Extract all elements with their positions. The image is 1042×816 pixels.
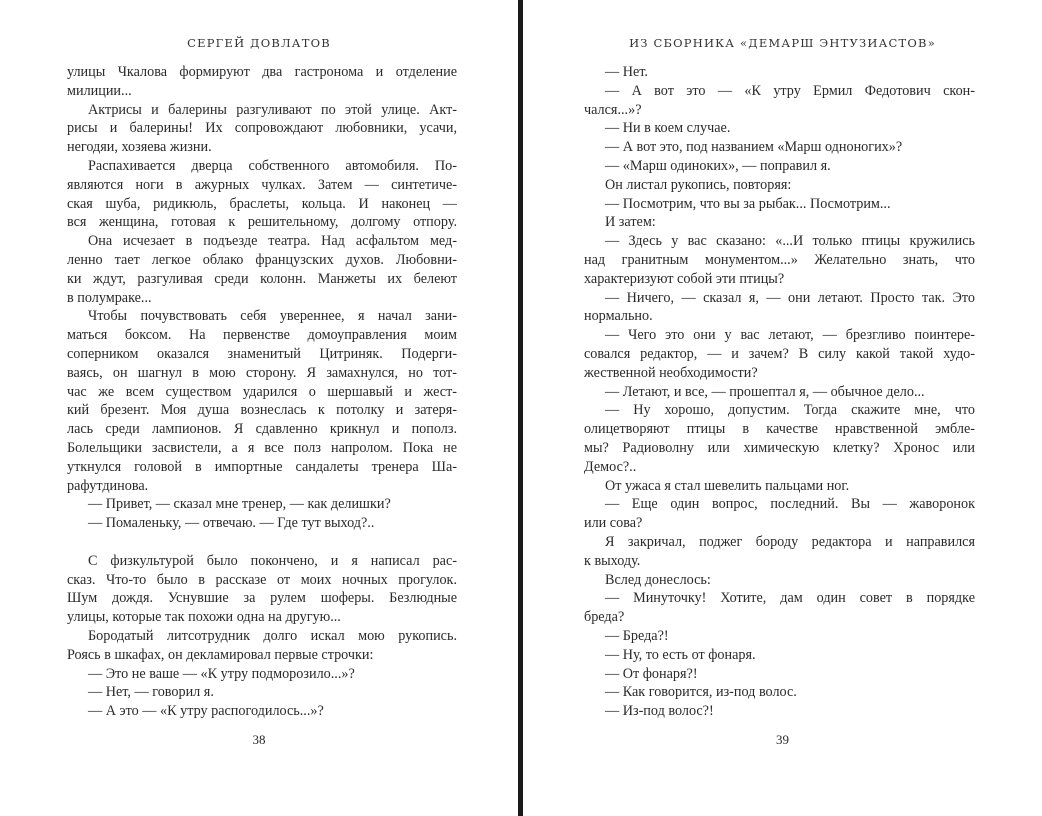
text-line: — «Марш одиноких», — поправил я. [605, 157, 831, 174]
text-line: — Минуточку! Хотите, дам один совет в порядке [605, 590, 975, 607]
text-line: являются ноги в ажурных чулках. Затем — синтетиче- [67, 176, 457, 193]
page-number-right: 39 [776, 732, 789, 747]
text-line: улицы, которые так похожи одна на другую... [67, 609, 341, 626]
text-line: — Ни в коем случае. [605, 120, 731, 137]
text-line: уткнулся головой в импортные сандалеты тренера Ша- [67, 458, 457, 475]
text-line: или сова? [584, 515, 643, 532]
text-line: кий брезент. Моя душа вознеслась к потолку и затеря- [67, 402, 457, 419]
text-line: — Еще один вопрос, последний. Вы — жаворонок [605, 496, 975, 513]
text-line: — Привет, — сказал мне тренер, — как делишки? [88, 496, 391, 513]
text-line: милиции... [67, 82, 132, 99]
text-line: — Посмотрим, что вы за рыбак... Посмотрим... [605, 195, 891, 212]
text-line: олицетворяют птицы в качестве нравственной эмбле- [584, 421, 975, 438]
text-line: Я закричал, поджег бороду редактора и направился [605, 533, 975, 550]
running-header-left: СЕРГЕЙ ДОВЛАТОВ [187, 36, 331, 50]
text-line: вся женщина, готовая к решительному, долгому отпору. [67, 214, 457, 231]
text-line: Чтобы почувствовать себя увереннее, я начал зани- [88, 308, 457, 325]
text-line: маться боксом. На первенстве домоуправления моим [67, 327, 457, 344]
left-page [0, 0, 518, 816]
text-line: мы? Радиоволну или химическую клетку? Хронос или [584, 439, 975, 456]
text-line: Он листал рукопись, повторяя: [605, 176, 792, 193]
text-line: От ужаса я стал шевелить пальцами ног. [605, 477, 850, 494]
text-line: нормально. [584, 308, 653, 325]
text-line: С физкультурой было покончено, и я написал рас- [88, 552, 457, 569]
text-line: — Летают, и все, — прошептал я, — обычное дело... [605, 383, 925, 400]
text-line: — От фонаря?! [605, 665, 698, 682]
text-line: улицы Чкалова формируют два гастронома и отделение [67, 64, 457, 80]
text-line: Бородатый литсотрудник долго искал мою рукопись. [88, 627, 457, 644]
text-line: И затем: [605, 214, 656, 231]
text-line: — Бреда?! [605, 627, 669, 644]
text-line: Актрисы и балерины разгуливают по этой улице. Акт- [88, 101, 457, 118]
left-page-body [67, 63, 457, 721]
text-line: жественной необходимости? [584, 364, 758, 381]
text-line: Она исчезает в подъезде театра. Над асфальтом мед- [88, 233, 457, 250]
text-line: к выходу. [584, 552, 641, 569]
text-line: — Ну, то есть от фонаря. [605, 646, 756, 663]
text-line: Демос?.. [584, 458, 637, 475]
text-line: — Нет. [605, 64, 648, 80]
text-line: — А это — «К утру распогодилось...»? [88, 703, 324, 720]
right-page-body [584, 63, 975, 721]
blank-line [67, 533, 457, 552]
text-line: ваясь, он шагнул в мою сторону. Я замахнулся, но тот- [67, 364, 457, 381]
text-line: Болельщики засвистели, а я все полз напролом. Пока не [67, 439, 457, 456]
text-line: чался...»? [584, 101, 642, 118]
text-line: — Помаленьку, — отвечаю. — Где тут выход?.. [88, 515, 375, 532]
right-page [523, 0, 1042, 816]
text-line: рисы и балерины! Их сопровождают любовники, усачи, [67, 120, 457, 137]
text-line: Шум дождя. Уснувшие за рулем шоферы. Безлюдные [67, 590, 457, 607]
text-line: соперником оказался знаменитый Цитриняк. Подерги- [67, 345, 457, 362]
text-line: сказ. Что-то было в рассказе от моих ночных прогулок. [67, 571, 457, 588]
text-line: — Чего это они у вас летают, — брезгливо поинтере- [605, 327, 975, 344]
running-header-right: ИЗ СБОРНИКА «ДЕМАРШ ЭНТУЗИАСТОВ» [629, 36, 936, 50]
text-line: рафутдинова. [67, 477, 149, 494]
text-line: — Это не ваше — «К утру подморозило...»? [88, 665, 355, 682]
text-line: час же всем существом ударился о шершавый и жест- [67, 383, 457, 400]
text-line: ленно тает легкое облако французских духов. Любовни- [67, 251, 457, 268]
text-line: — Ну хорошо, допустим. Тогда скажите мне, что [605, 402, 975, 419]
text-line: Роясь в шкафах, он декламировал первые строчки: [67, 646, 374, 663]
page-number-left: 38 [252, 732, 266, 747]
text-line: над гранитным монументом...» Желательно знать, что [584, 251, 975, 268]
text-line: в полумраке... [67, 289, 152, 306]
text-line: — А вот это — «К утру Ермил Федотович скон- [605, 82, 975, 99]
text-line: совался редактор, — и зачем? В силу какой такой худо- [584, 345, 975, 362]
text-line: негодяи, хозяева жизни. [67, 139, 212, 156]
text-line: — Как говорится, из-под волос. [605, 684, 797, 701]
text-line: — Ничего, — сказал я, — они летают. Просто так. Это [605, 289, 975, 306]
text-line: лась среди лампионов. Я сдавленно крикнул и пополз. [67, 421, 457, 438]
text-line: бреда? [584, 609, 625, 626]
text-line: — А вот это, под названием «Марш одноногих»? [605, 139, 903, 156]
text-line: — Здесь у вас сказано: «...И только птицы кружились [605, 233, 975, 250]
text-line: ская шуба, ридикюль, браслеты, кольца. И наконец — [67, 195, 457, 212]
text-line: Распахивается дверца собственного автомобиля. По- [88, 157, 457, 174]
text-line: ки ждут, разгуливая среди колонн. Манжеты их белеют [67, 270, 457, 287]
text-line: — Нет, — говорил я. [88, 684, 214, 701]
text-line: характеризуют собой эти птицы? [584, 270, 785, 287]
text-line: Вслед донеслось: [605, 571, 711, 588]
text-line: — Из-под волос?! [605, 703, 714, 720]
